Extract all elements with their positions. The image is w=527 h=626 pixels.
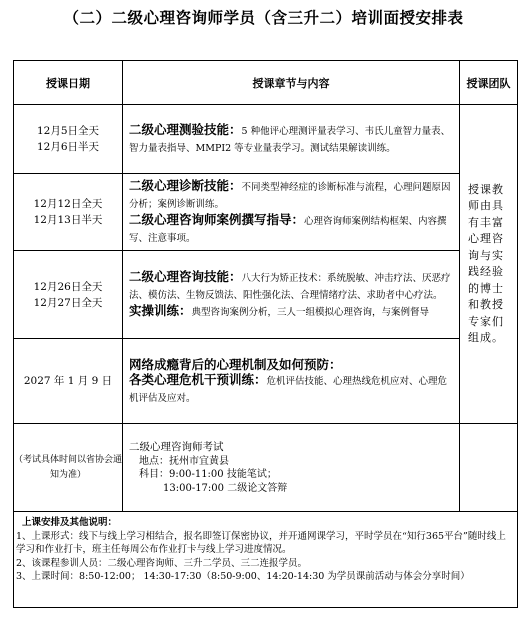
date-line: 12月5日全天 (36, 125, 100, 137)
header-content: 授课章节与内容 (123, 61, 460, 105)
header-date: 授课日期 (14, 61, 123, 105)
notes-cell (14, 512, 518, 608)
date-line: 2027 年 1 月 9 日 (23, 375, 113, 387)
block-heading: 二级心理测验技能： (129, 122, 242, 137)
exam-note: （考试具体时间以省协会通知为准） (14, 424, 123, 512)
session-date-3 (14, 251, 123, 339)
exam-subject-1: 科目：9:00-11:00 技能笔试； (139, 469, 277, 481)
exam-row (14, 424, 518, 512)
note-item: 2、该课程参训人员：二级心理咨询师、三升二学员、三二连报学员。 (16, 557, 308, 569)
header-team: 授课团队 (460, 61, 518, 105)
session-content-1 (123, 105, 460, 174)
block-text: 典型咨询案例分析，三人一组模拟心理咨询，与案例督导 (191, 307, 430, 318)
block-heading: 二级心理诊断技能： (129, 178, 242, 193)
date-line: 12月27日全天 (33, 296, 103, 309)
page-title: （二）二级心理咨询师学员（含三升二）培训面授安排表 (63, 8, 464, 27)
session-content-4 (123, 339, 460, 424)
date-line: 12月12日全天 (33, 198, 103, 210)
session-row-1 (14, 105, 518, 174)
note-item: 1、上课形式：线下与线上学习相结合，报名即签订保密协议，并开通网课学习，平时学员在“知行365平台”随时线上学习和作业打卡，班主任每周公布作业打卡与线上学习进度情况。 (16, 530, 506, 555)
note-item: 3、上课时间：8:50-12:00； 14:30-17:30（8:50-9:00、14:20-14:30 为学员课前活动与体会分享时间） (16, 571, 470, 582)
session-content-2 (123, 174, 460, 251)
date-line: 12月26日全天 (33, 280, 103, 293)
block-heading: 二级心理咨询师案例撰写指导： (129, 212, 305, 227)
session-date-2 (14, 174, 123, 251)
session-date-4 (14, 339, 123, 424)
exam-subject-2: 13:00-17:00 二级论文答辩 (163, 482, 288, 494)
date-line: 12月13日半天 (33, 214, 103, 226)
block-text: 危机评估技能、心理热线危机应对、心理危机评估及应对。 (129, 375, 448, 404)
block-text: 5 种他评心理测评量表学习、韦氏儿童智力量表、智力量表指导、MMPI2 等专业量表学习。测试结果解读训练。 (129, 126, 451, 154)
session-date-1 (14, 105, 123, 174)
block-heading: 各类心理危机干预训练： (129, 371, 267, 387)
block-heading: 实操训练： (129, 303, 192, 318)
block-heading: 二级心理咨询技能： (129, 269, 242, 284)
block-text: 心理咨询师案例结构框架、内容撰写、注意事项。 (129, 216, 447, 244)
session-row-4 (14, 339, 518, 424)
block-text: 八大行为矫正技术：系统脱敏、冲击疗法、厌恶疗法、模仿法、生物反馈法、阳性强化法、合理情绪疗法、求助者中心疗法。 (129, 273, 451, 301)
header-row (14, 61, 518, 105)
schedule-table (13, 60, 518, 608)
notes-row (14, 512, 518, 608)
team-description: 授课教师由具有丰富心理咨询与实践经验的博士和教授专家们组成。 (460, 105, 518, 424)
exam-team-cell (460, 424, 518, 512)
block-heading: 网络成瘾背后的心理机制及如何预防： (129, 356, 342, 372)
block-text: 不同类型神经症的诊断标准与流程，心理问题原因分析；案例诊断训练。 (129, 182, 451, 210)
notes-heading: 上课安排及其他说明： (22, 517, 118, 528)
session-content-3 (123, 251, 460, 339)
session-row-3 (14, 251, 518, 339)
session-row-2 (14, 174, 518, 251)
exam-content (123, 424, 460, 512)
exam-place: 地点：抚州市宜黄县 (139, 455, 229, 467)
exam-title: 二级心理咨询师考试 (129, 440, 224, 453)
date-line: 12月6日半天 (36, 141, 100, 153)
